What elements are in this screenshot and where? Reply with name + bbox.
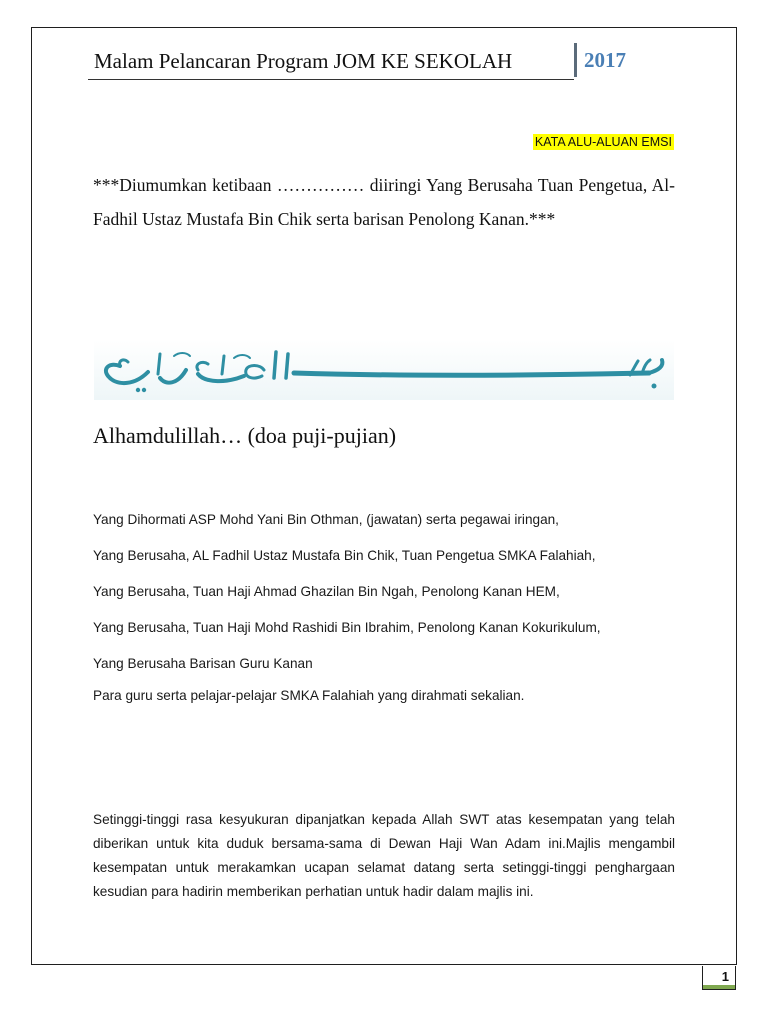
page-number-accent-bar — [703, 985, 735, 989]
alhamdulillah-heading: Alhamdulillah… (doa puji-pujian) — [93, 423, 397, 448]
bismillah-calligraphy — [94, 340, 674, 400]
greeting-line: Yang Dihormati ASP Mohd Yani Bin Othman, (jawatan) serta pegawai iringan, — [93, 512, 559, 527]
announcement-text: ***Diumumkan ketibaan …………… diiringi Yang Berusaha Tuan Pengetua, Al-Fadhil Ustaz Mustafa Bin Chik serta barisan Penolong Kanan.*** — [93, 175, 675, 229]
greeting-line: Yang Berusaha, Tuan Haji Mohd Rashidi Bin Ibrahim, Penolong Kanan Kokurikulum, — [93, 620, 601, 635]
greeting-line: Yang Berusaha, Tuan Haji Ahmad Ghazilan Bin Ngah, Penolong Kanan HEM, — [93, 584, 560, 599]
greeting-line: Para guru serta pelajar-pelajar SMKA Falahiah yang dirahmati sekalian. — [93, 688, 525, 703]
page-number: 1 — [721, 969, 729, 984]
greetings-list — [93, 513, 683, 702]
header-divider — [574, 43, 577, 77]
header-underline — [88, 79, 574, 80]
greeting-line: Yang Berusaha Barisan Guru Kanan — [93, 656, 313, 671]
section-label: KATA ALU-ALUAN EMSI — [534, 135, 672, 149]
body-paragraph: Setinggi-tinggi rasa kesyukuran dipanjatkan kepada Allah SWT atas kesempatan yang telah diberikan untuk kita duduk bersama-sama di Dewan Haji Wan Adam ini.Majlis mengambil kesempatan untuk merakamkan ucapan selamat datang serta setinggi-tinggi penghargaan kesudian para hadirin memberikan perhatian untuk hadir dalam majlis ini. — [93, 812, 675, 899]
document-header-title: Malam Pelancaran Program JOM KE SEKOLAH — [94, 49, 513, 73]
greeting-line: Yang Berusaha, AL Fadhil Ustaz Mustafa Bin Chik, Tuan Pengetua SMKA Falahiah, — [93, 548, 596, 563]
page-number-box — [702, 966, 736, 990]
document-header-year: 2017 — [584, 48, 626, 72]
